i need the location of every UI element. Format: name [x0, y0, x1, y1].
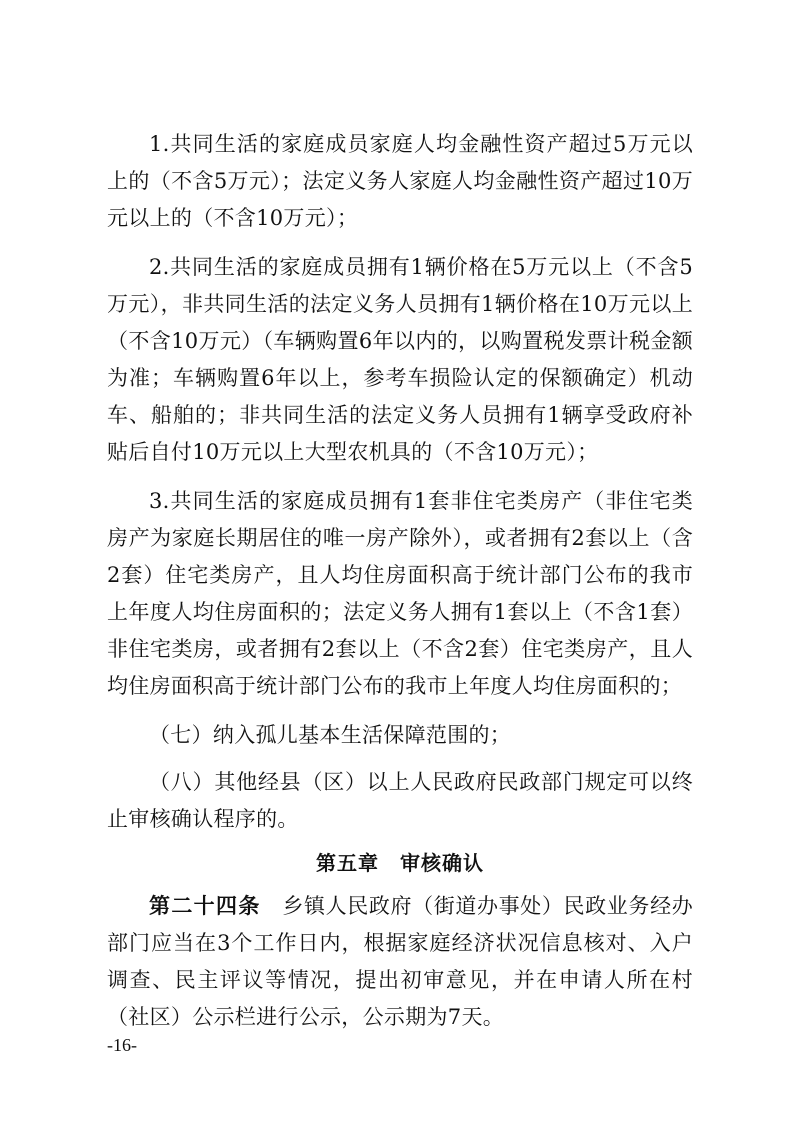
page-number: -16-	[107, 1035, 137, 1055]
article-text: 乡镇人民政府（街道办事处）民政业务经办部门应当在3个工作日内，根据家庭经济状况信息核对、入户调查、民主评议等情况，提出初审意见，并在申请人所在村（社区）公示栏进行公示，公示期为7天。	[107, 894, 693, 1029]
paragraph-vehicles: 2.共同生活的家庭成员拥有1辆价格在5万元以上（不含5万元），非共同生活的法定义务人员拥有1辆价格在10万元以上（不含10万元）（车辆购置6年以内的，以购置税发票计税金额为准；车辆购置6年以上，参考车损险认定的保额确定）机动车、船舶的；非共同生活的法定义务人员拥有1辆享受政府补贴后自付10万元以上大型农机具的（不含10万元）；	[107, 255, 693, 464]
paragraph-housing: 3.共同生活的家庭成员拥有1套非住宅类房产（非住宅类房产为家庭长期居住的唯一房产除外），或者拥有2套以上（含2套）住宅类房产，且人均住房面积高于统计部门公布的我市上年度人均住房面积的；法定义务人拥有1套以上（不含1套）非住宅类房，或者拥有2套以上（不含2套）住宅类房产，且人均住房面积高于统计部门公布的我市上年度人均住房面积的；	[107, 489, 693, 698]
article-paragraph	[107, 888, 693, 1036]
document-body	[107, 126, 693, 1048]
paragraph-item-eight: （八）其他经县（区）以上人民政府民政部门规定可以终止审核确认程序的。	[107, 770, 693, 831]
paragraph-financial-assets: 1.共同生活的家庭成员家庭人均金融性资产超过5万元以上的（不含5万元）；法定义务人家庭人均金融性资产超过10万元以上的（不含10万元）；	[107, 132, 693, 230]
article-label: 第二十四条	[149, 894, 261, 918]
paragraph-item-seven: （七）纳入孤儿基本生活保障范围的；	[149, 723, 512, 747]
chapter-title: 第五章 审核确认	[316, 851, 484, 875]
